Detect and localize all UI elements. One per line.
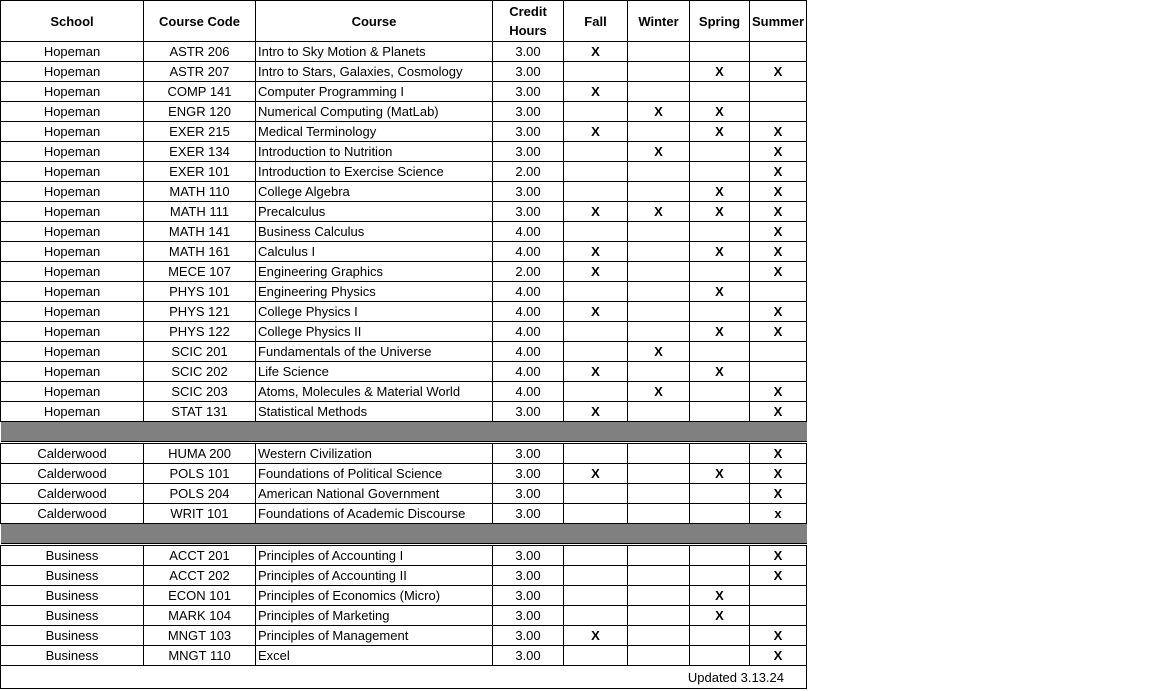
- cell-fall: X: [564, 302, 628, 322]
- cell-school: Hopeman: [1, 362, 144, 382]
- cell-school: Business: [1, 586, 144, 606]
- header-summer: Summer: [750, 1, 807, 42]
- cell-fall: X: [564, 122, 628, 142]
- cell-spring: [690, 262, 750, 282]
- cell-course-code: EXER 101: [144, 162, 256, 182]
- cell-winter: X: [628, 142, 690, 162]
- cell-course: Intro to Sky Motion & Planets: [256, 42, 493, 62]
- cell-spring: X: [690, 322, 750, 342]
- cell-fall: [564, 444, 628, 464]
- cell-summer: [750, 102, 807, 122]
- cell-winter: [628, 322, 690, 342]
- cell-winter: [628, 464, 690, 484]
- cell-course: Computer Programming I: [256, 82, 493, 102]
- cell-course-code: PHYS 121: [144, 302, 256, 322]
- cell-school: Hopeman: [1, 102, 144, 122]
- cell-course: Foundations of Academic Discourse: [256, 504, 493, 524]
- table-row: [1, 586, 807, 606]
- cell-summer: X: [750, 242, 807, 262]
- cell-spring: X: [690, 606, 750, 626]
- cell-credit-hours: 3.00: [493, 122, 564, 142]
- cell-school: Calderwood: [1, 464, 144, 484]
- cell-fall: X: [564, 626, 628, 646]
- cell-summer: x: [750, 504, 807, 524]
- cell-summer: X: [750, 62, 807, 82]
- cell-fall: X: [564, 202, 628, 222]
- table-row: [1, 322, 807, 342]
- cell-school: Hopeman: [1, 122, 144, 142]
- cell-spring: [690, 162, 750, 182]
- cell-course: Engineering Physics: [256, 282, 493, 302]
- table-row: [1, 122, 807, 142]
- table-row: [1, 626, 807, 646]
- table-row: [1, 464, 807, 484]
- cell-fall: [564, 322, 628, 342]
- cell-course: Life Science: [256, 362, 493, 382]
- table-row: [1, 202, 807, 222]
- cell-course: Atoms, Molecules & Material World: [256, 382, 493, 402]
- cell-summer: X: [750, 646, 807, 666]
- cell-spring: X: [690, 464, 750, 484]
- cell-school: Hopeman: [1, 402, 144, 422]
- cell-credit-hours: 4.00: [493, 362, 564, 382]
- cell-course-code: ECON 101: [144, 586, 256, 606]
- table-row: [1, 82, 807, 102]
- cell-summer: X: [750, 202, 807, 222]
- cell-credit-hours: 4.00: [493, 242, 564, 262]
- table-row: [1, 262, 807, 282]
- header-winter: Winter: [628, 1, 690, 42]
- cell-course-code: ENGR 120: [144, 102, 256, 122]
- table-row: [1, 162, 807, 182]
- cell-fall: X: [564, 464, 628, 484]
- cell-credit-hours: 3.00: [493, 182, 564, 202]
- table-body: [1, 42, 807, 689]
- cell-spring: [690, 484, 750, 504]
- table-row: [1, 606, 807, 626]
- cell-credit-hours: 3.00: [493, 82, 564, 102]
- cell-summer: X: [750, 162, 807, 182]
- cell-winter: [628, 82, 690, 102]
- cell-spring: [690, 342, 750, 362]
- cell-fall: [564, 566, 628, 586]
- cell-school: Hopeman: [1, 182, 144, 202]
- table-row: [1, 62, 807, 82]
- cell-credit-hours: 3.00: [493, 464, 564, 484]
- cell-course-code: SCIC 203: [144, 382, 256, 402]
- cell-school: Business: [1, 626, 144, 646]
- cell-school: Calderwood: [1, 484, 144, 504]
- cell-credit-hours: 3.00: [493, 484, 564, 504]
- cell-winter: [628, 566, 690, 586]
- header-spring: Spring: [690, 1, 750, 42]
- header-credit-hours-line2: Hours: [509, 23, 547, 38]
- cell-course-code: SCIC 202: [144, 362, 256, 382]
- cell-winter: [628, 484, 690, 504]
- cell-school: Hopeman: [1, 242, 144, 262]
- cell-credit-hours: 4.00: [493, 222, 564, 242]
- cell-course: Fundamentals of the Universe: [256, 342, 493, 362]
- cell-spring: [690, 504, 750, 524]
- cell-fall: [564, 586, 628, 606]
- cell-course: Introduction to Nutrition: [256, 142, 493, 162]
- cell-credit-hours: 2.00: [493, 162, 564, 182]
- cell-spring: X: [690, 282, 750, 302]
- cell-course-code: MATH 141: [144, 222, 256, 242]
- cell-credit-hours: 3.00: [493, 62, 564, 82]
- cell-course: Numerical Computing (MatLab): [256, 102, 493, 122]
- cell-fall: X: [564, 362, 628, 382]
- cell-course-code: MNGT 110: [144, 646, 256, 666]
- header-credit-hours: [493, 1, 564, 42]
- cell-summer: X: [750, 546, 807, 566]
- cell-course-code: ACCT 201: [144, 546, 256, 566]
- table-row: [1, 102, 807, 122]
- cell-spring: [690, 444, 750, 464]
- cell-fall: X: [564, 82, 628, 102]
- cell-school: Business: [1, 566, 144, 586]
- cell-school: Hopeman: [1, 142, 144, 162]
- cell-course: Principles of Economics (Micro): [256, 586, 493, 606]
- table-row: [1, 242, 807, 262]
- cell-spring: [690, 402, 750, 422]
- cell-spring: [690, 566, 750, 586]
- cell-spring: X: [690, 122, 750, 142]
- header-row: [1, 1, 807, 42]
- table-row: [1, 484, 807, 504]
- cell-course-code: ACCT 202: [144, 566, 256, 586]
- cell-summer: X: [750, 182, 807, 202]
- cell-spring: [690, 382, 750, 402]
- cell-fall: [564, 342, 628, 362]
- cell-course-code: PHYS 101: [144, 282, 256, 302]
- cell-course: College Physics I: [256, 302, 493, 322]
- cell-winter: [628, 62, 690, 82]
- cell-winter: [628, 262, 690, 282]
- cell-winter: X: [628, 102, 690, 122]
- cell-school: Hopeman: [1, 202, 144, 222]
- cell-course-code: SCIC 201: [144, 342, 256, 362]
- cell-course-code: PHYS 122: [144, 322, 256, 342]
- cell-course: Medical Terminology: [256, 122, 493, 142]
- cell-spring: X: [690, 62, 750, 82]
- cell-winter: [628, 282, 690, 302]
- table-row: [1, 42, 807, 62]
- group-separator: [1, 422, 807, 442]
- cell-course: American National Government: [256, 484, 493, 504]
- cell-spring: X: [690, 242, 750, 262]
- cell-credit-hours: 3.00: [493, 626, 564, 646]
- cell-spring: X: [690, 202, 750, 222]
- cell-school: Hopeman: [1, 282, 144, 302]
- cell-credit-hours: 3.00: [493, 606, 564, 626]
- cell-course: Principles of Marketing: [256, 606, 493, 626]
- cell-winter: [628, 362, 690, 382]
- cell-school: Hopeman: [1, 162, 144, 182]
- cell-fall: [564, 62, 628, 82]
- cell-school: Hopeman: [1, 82, 144, 102]
- table-row: [1, 222, 807, 242]
- cell-winter: [628, 182, 690, 202]
- table-row: [1, 402, 807, 422]
- cell-course: Precalculus: [256, 202, 493, 222]
- cell-school: Hopeman: [1, 262, 144, 282]
- cell-winter: [628, 626, 690, 646]
- cell-summer: X: [750, 382, 807, 402]
- cell-winter: [628, 122, 690, 142]
- cell-winter: [628, 586, 690, 606]
- cell-course: Principles of Accounting II: [256, 566, 493, 586]
- cell-course-code: MATH 161: [144, 242, 256, 262]
- cell-course: Introduction to Exercise Science: [256, 162, 493, 182]
- separator-bar: [1, 422, 807, 442]
- table-row: [1, 302, 807, 322]
- cell-credit-hours: 4.00: [493, 282, 564, 302]
- cell-credit-hours: 3.00: [493, 102, 564, 122]
- cell-course-code: WRIT 101: [144, 504, 256, 524]
- table-row: [1, 444, 807, 464]
- cell-winter: [628, 162, 690, 182]
- cell-course-code: POLS 204: [144, 484, 256, 504]
- cell-school: Hopeman: [1, 382, 144, 402]
- cell-fall: X: [564, 262, 628, 282]
- cell-course: College Algebra: [256, 182, 493, 202]
- table-row: [1, 566, 807, 586]
- cell-course: Western Civilization: [256, 444, 493, 464]
- cell-credit-hours: 3.00: [493, 566, 564, 586]
- cell-winter: [628, 504, 690, 524]
- cell-summer: X: [750, 464, 807, 484]
- cell-course: Excel: [256, 646, 493, 666]
- cell-winter: [628, 546, 690, 566]
- cell-spring: [690, 546, 750, 566]
- cell-winter: [628, 606, 690, 626]
- cell-summer: X: [750, 122, 807, 142]
- cell-summer: X: [750, 142, 807, 162]
- cell-fall: [564, 102, 628, 122]
- cell-fall: X: [564, 42, 628, 62]
- header-fall: Fall: [564, 1, 628, 42]
- cell-spring: [690, 646, 750, 666]
- cell-credit-hours: 4.00: [493, 382, 564, 402]
- cell-course-code: MATH 110: [144, 182, 256, 202]
- cell-course: Foundations of Political Science: [256, 464, 493, 484]
- cell-course-code: MNGT 103: [144, 626, 256, 646]
- cell-school: Hopeman: [1, 302, 144, 322]
- cell-course: Intro to Stars, Galaxies, Cosmology: [256, 62, 493, 82]
- cell-credit-hours: 3.00: [493, 202, 564, 222]
- cell-credit-hours: 3.00: [493, 402, 564, 422]
- cell-winter: [628, 646, 690, 666]
- cell-spring: X: [690, 362, 750, 382]
- cell-summer: X: [750, 322, 807, 342]
- cell-course: Engineering Graphics: [256, 262, 493, 282]
- cell-school: Business: [1, 546, 144, 566]
- cell-credit-hours: 3.00: [493, 42, 564, 62]
- cell-summer: X: [750, 484, 807, 504]
- cell-spring: [690, 142, 750, 162]
- cell-fall: [564, 606, 628, 626]
- cell-course: Business Calculus: [256, 222, 493, 242]
- table-row: [1, 546, 807, 566]
- cell-school: Hopeman: [1, 322, 144, 342]
- cell-course: Principles of Accounting I: [256, 546, 493, 566]
- cell-fall: [564, 142, 628, 162]
- cell-school: Hopeman: [1, 222, 144, 242]
- cell-winter: [628, 242, 690, 262]
- cell-credit-hours: 3.00: [493, 646, 564, 666]
- cell-fall: X: [564, 402, 628, 422]
- cell-fall: [564, 222, 628, 242]
- cell-summer: [750, 82, 807, 102]
- cell-school: Business: [1, 646, 144, 666]
- cell-summer: [750, 606, 807, 626]
- cell-winter: [628, 222, 690, 242]
- cell-summer: [750, 342, 807, 362]
- updated-note: Updated 3.13.24: [1, 666, 807, 689]
- cell-winter: X: [628, 202, 690, 222]
- cell-summer: [750, 362, 807, 382]
- cell-course-code: MATH 111: [144, 202, 256, 222]
- cell-summer: X: [750, 444, 807, 464]
- cell-school: Business: [1, 606, 144, 626]
- cell-course: Statistical Methods: [256, 402, 493, 422]
- cell-school: Calderwood: [1, 444, 144, 464]
- cell-fall: [564, 182, 628, 202]
- cell-school: Hopeman: [1, 62, 144, 82]
- cell-summer: X: [750, 626, 807, 646]
- group-separator: [1, 524, 807, 544]
- cell-course-code: ASTR 206: [144, 42, 256, 62]
- cell-course-code: ASTR 207: [144, 62, 256, 82]
- header-school: School: [1, 1, 144, 42]
- cell-course-code: MECE 107: [144, 262, 256, 282]
- cell-spring: [690, 42, 750, 62]
- cell-winter: [628, 444, 690, 464]
- cell-course-code: MARK 104: [144, 606, 256, 626]
- cell-summer: X: [750, 566, 807, 586]
- table-row: [1, 504, 807, 524]
- header-credit-hours-line1: Credit: [509, 4, 547, 19]
- table-row: [1, 282, 807, 302]
- cell-spring: X: [690, 102, 750, 122]
- cell-winter: [628, 402, 690, 422]
- cell-course-code: EXER 215: [144, 122, 256, 142]
- cell-course-code: HUMA 200: [144, 444, 256, 464]
- cell-course-code: EXER 134: [144, 142, 256, 162]
- cell-summer: [750, 42, 807, 62]
- cell-fall: [564, 504, 628, 524]
- cell-course-code: COMP 141: [144, 82, 256, 102]
- cell-fall: [564, 282, 628, 302]
- cell-winter: [628, 42, 690, 62]
- cell-spring: X: [690, 182, 750, 202]
- cell-summer: X: [750, 262, 807, 282]
- table-row: [1, 182, 807, 202]
- table-row: [1, 342, 807, 362]
- cell-summer: X: [750, 402, 807, 422]
- cell-fall: [564, 162, 628, 182]
- cell-fall: [564, 646, 628, 666]
- cell-fall: X: [564, 242, 628, 262]
- cell-summer: X: [750, 222, 807, 242]
- cell-course: Principles of Management: [256, 626, 493, 646]
- cell-credit-hours: 3.00: [493, 546, 564, 566]
- cell-spring: [690, 222, 750, 242]
- cell-spring: [690, 302, 750, 322]
- cell-credit-hours: 4.00: [493, 342, 564, 362]
- cell-course-code: STAT 131: [144, 402, 256, 422]
- cell-summer: X: [750, 302, 807, 322]
- cell-spring: [690, 82, 750, 102]
- cell-credit-hours: 3.00: [493, 586, 564, 606]
- cell-fall: [564, 382, 628, 402]
- cell-credit-hours: 3.00: [493, 504, 564, 524]
- cell-summer: [750, 282, 807, 302]
- cell-spring: [690, 626, 750, 646]
- cell-credit-hours: 2.00: [493, 262, 564, 282]
- table-row: [1, 646, 807, 666]
- cell-summer: [750, 586, 807, 606]
- cell-winter: [628, 302, 690, 322]
- cell-winter: X: [628, 382, 690, 402]
- cell-credit-hours: 3.00: [493, 142, 564, 162]
- cell-course: College Physics II: [256, 322, 493, 342]
- cell-school: Calderwood: [1, 504, 144, 524]
- cell-credit-hours: 4.00: [493, 302, 564, 322]
- cell-credit-hours: 3.00: [493, 444, 564, 464]
- cell-fall: [564, 546, 628, 566]
- header-course-code: Course Code: [144, 1, 256, 42]
- table-row: [1, 362, 807, 382]
- cell-winter: X: [628, 342, 690, 362]
- separator-bar: [1, 524, 807, 544]
- table-row: [1, 382, 807, 402]
- cell-course-code: POLS 101: [144, 464, 256, 484]
- header-course: Course: [256, 1, 493, 42]
- cell-school: Hopeman: [1, 342, 144, 362]
- cell-fall: [564, 484, 628, 504]
- footer-row: [1, 666, 807, 689]
- table-row: [1, 142, 807, 162]
- cell-spring: X: [690, 586, 750, 606]
- cell-course: Calculus I: [256, 242, 493, 262]
- cell-school: Hopeman: [1, 42, 144, 62]
- cell-credit-hours: 4.00: [493, 322, 564, 342]
